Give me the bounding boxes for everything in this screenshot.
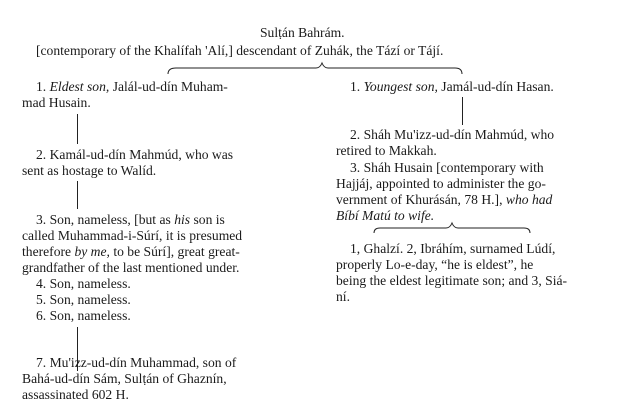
right-children-line-3: being the eldest legitimate son; and 3, Siá- [336,273,568,288]
right-connector-1 [462,97,463,125]
left-entry-7-line-2: Bahá-ud-dín Sám, Sulṭán of Ghaznín, [22,371,227,386]
right-entry-2-line-2: retired to Makkah. [336,143,437,158]
left-entry-3-line-4: grandfather of the last mentioned under. [22,260,240,275]
left-entry-7-line-1: 7. Mu'izz-ud-dín Muhammad, son of [36,355,237,370]
left-entry-1-line-2: mad Husain. [22,95,91,110]
left-entry-1-rest: Jalál-ud-dín Muham- [112,79,228,94]
top-brace [0,60,640,80]
left-entry-1-num: 1. [36,79,47,94]
left-entry-3-text-b: his [174,212,191,227]
right-children-line-1: 1, Ghalzí. 2, Ibráhím, surnamed Lúdí, [350,241,556,256]
left-entry-3-line-3 [22,244,240,259]
right-entry-3-line-1: 3. Sháh Husain [contemporary with [350,160,544,175]
right-entry-3-line-3 [336,192,552,207]
page-subtitle: [contemporary of the Khalífah 'Alí,] descendant of Zuhák, the Tází or Tájí. [36,43,444,58]
right-entry-3-text-a: vernment of Khurásán, 78 H.], [336,192,503,207]
right-entry-2-line-1: 2. Sháh Mu'izz-ud-dín Mahmúd, who [350,127,555,142]
left-entry-3-text-c: son is [190,212,225,227]
right-entry-3-line-2: Hajjáj, appointed to administer the go- [336,176,546,191]
right-children-line-4: ní. [336,289,350,304]
left-entry-5: 5. Son, nameless. [36,292,131,307]
left-entry-2-line-1: 2. Kamál-ud-dín Mahmúd, who was [36,147,234,162]
right-entry-1-num: 1. [350,79,361,94]
left-connector-2 [77,181,78,209]
left-entry-3-text-f: to be Súrí], great great- [109,244,240,259]
left-entry-3-text-e: by me, [74,244,110,259]
left-entry-6: 6. Son, nameless. [36,308,131,323]
right-entry-3-line-4: Bíbí Matú to wife. [336,208,435,223]
left-connector-1 [77,114,78,144]
page-title: Sulṭán Bahrám. [260,25,345,40]
right-entry-1 [350,79,554,94]
right-entry-1-rest: Jamál-ud-dín Hasan. [441,79,554,94]
left-entry-3-text-d: therefore [22,244,75,259]
right-children-line-2: properly Lo-e-day, “he is eldest”, he [336,257,534,272]
left-entry-1-label: Eldest son, [49,79,110,94]
left-entry-1-line-1 [36,79,228,94]
left-entry-2-line-2: sent as hostage to Walíd. [22,163,157,178]
left-entry-4: 4. Son, nameless. [36,276,131,291]
left-entry-3-text-a: 3. Son, nameless, [but as [36,212,175,227]
left-entry-3-line-2: called Muhammad-i-Súrí, it is presumed [22,228,243,243]
children-brace [0,222,640,236]
right-entry-1-label: Youngest son, [363,79,438,94]
left-entry-7-line-3: assassinated 602 H. [22,387,129,402]
right-entry-3-text-b: who had [502,192,553,207]
